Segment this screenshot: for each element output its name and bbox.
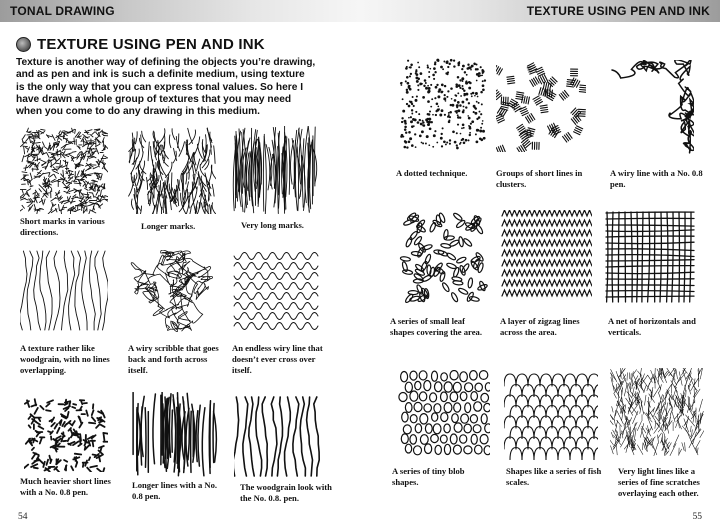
caption-very-long-marks: Very long marks. — [241, 220, 304, 230]
texture-woodgrain — [20, 250, 108, 332]
intro-paragraph: Texture is another way of defining the objects you’re drawing, and as pen and ink is such a definite medium, using texture is the only way that you can express tonal values. So here I have drawn a whole group of textures that you may need when you come to do any drawing in this medium. — [16, 57, 316, 118]
caption-woodgrain: A texture rather like woodgrain, with no lines overlapping. — [20, 343, 110, 375]
texture-dotted — [398, 58, 488, 150]
texture-wiry-line-08-svg — [602, 60, 694, 154]
texture-light-lines-svg — [610, 368, 704, 460]
texture-blob — [398, 370, 490, 458]
texture-net-svg — [604, 210, 696, 304]
texture-blob-svg — [398, 370, 490, 458]
texture-heavier-short-svg — [24, 396, 108, 472]
texture-endless-wiry — [232, 250, 320, 332]
texture-light-lines — [610, 368, 704, 460]
texture-longer-lines-08 — [130, 392, 218, 478]
texture-fish-scales-svg — [504, 370, 598, 460]
texture-longer-marks-svg — [128, 126, 216, 214]
caption-short-clusters: Groups of short lines in clusters. — [496, 168, 583, 189]
texture-net — [604, 210, 696, 304]
caption-zigzag: A layer of zigzag lines across the area. — [500, 316, 580, 337]
texture-longer-marks — [128, 126, 216, 214]
texture-woodgrain-08 — [234, 396, 320, 478]
caption-endless-wiry: An endless wiry line that doesn’t ever cross over itself. — [232, 343, 323, 375]
texture-leaf-shapes-svg — [398, 210, 488, 304]
section-title-row — [16, 36, 265, 53]
texture-leaf-shapes — [398, 210, 488, 304]
caption-leaf-shapes: A series of small leaf shapes covering the area. — [390, 316, 482, 337]
caption-blob: A series of tiny blob shapes. — [392, 466, 465, 487]
texture-very-long-marks — [232, 126, 320, 214]
caption-wiry-scribble: A wiry scribble that goes back and forth across itself. — [128, 343, 219, 375]
caption-woodgrain-08: The woodgrain look with the No. 0.8. pen. — [240, 482, 332, 503]
caption-net: A net of horizontals and verticals. — [608, 316, 696, 337]
left-running-header: TONAL DRAWING — [10, 4, 115, 18]
caption-short-marks: Short marks in various directions. — [20, 216, 105, 237]
right-page-number: 55 — [692, 512, 702, 522]
texture-fish-scales — [504, 370, 598, 460]
section-title: TEXTURE USING PEN AND INK — [37, 36, 265, 53]
texture-wiry-scribble-svg — [128, 250, 216, 332]
texture-woodgrain-svg — [20, 250, 108, 332]
right-page — [360, 0, 720, 528]
caption-light-lines: Very light lines like a series of fine scratches overlaying each other. — [618, 466, 700, 498]
texture-zigzag — [500, 210, 592, 304]
right-running-header: TEXTURE USING PEN AND INK — [526, 4, 710, 18]
texture-short-marks — [20, 126, 108, 214]
texture-zigzag-svg — [500, 210, 592, 304]
caption-dotted: A dotted technique. — [396, 168, 468, 178]
caption-heavier-short: Much heavier short lines with a No. 0.8 pen. — [20, 476, 111, 497]
texture-heavier-short — [24, 396, 108, 472]
texture-short-clusters — [496, 62, 586, 152]
texture-short-clusters-svg — [496, 62, 586, 152]
texture-short-marks-svg — [20, 126, 108, 214]
caption-fish-scales: Shapes like a series of fish scales. — [506, 466, 602, 487]
caption-wiry-line-08: A wiry line with a No. 0.8 pen. — [610, 168, 703, 189]
texture-wiry-line-08 — [602, 60, 694, 154]
texture-very-long-marks-svg — [232, 126, 320, 214]
title-bullet-icon — [16, 37, 31, 52]
texture-longer-lines-08-svg — [130, 392, 218, 478]
texture-dotted-svg — [398, 58, 488, 150]
caption-longer-lines-08: Longer lines with a No. 0.8 pen. — [132, 480, 218, 501]
texture-wiry-scribble — [128, 250, 216, 332]
texture-woodgrain-08-svg — [234, 396, 320, 478]
left-page-number: 54 — [18, 512, 28, 522]
caption-longer-marks: Longer marks. — [141, 221, 196, 231]
texture-endless-wiry-svg — [232, 250, 320, 332]
